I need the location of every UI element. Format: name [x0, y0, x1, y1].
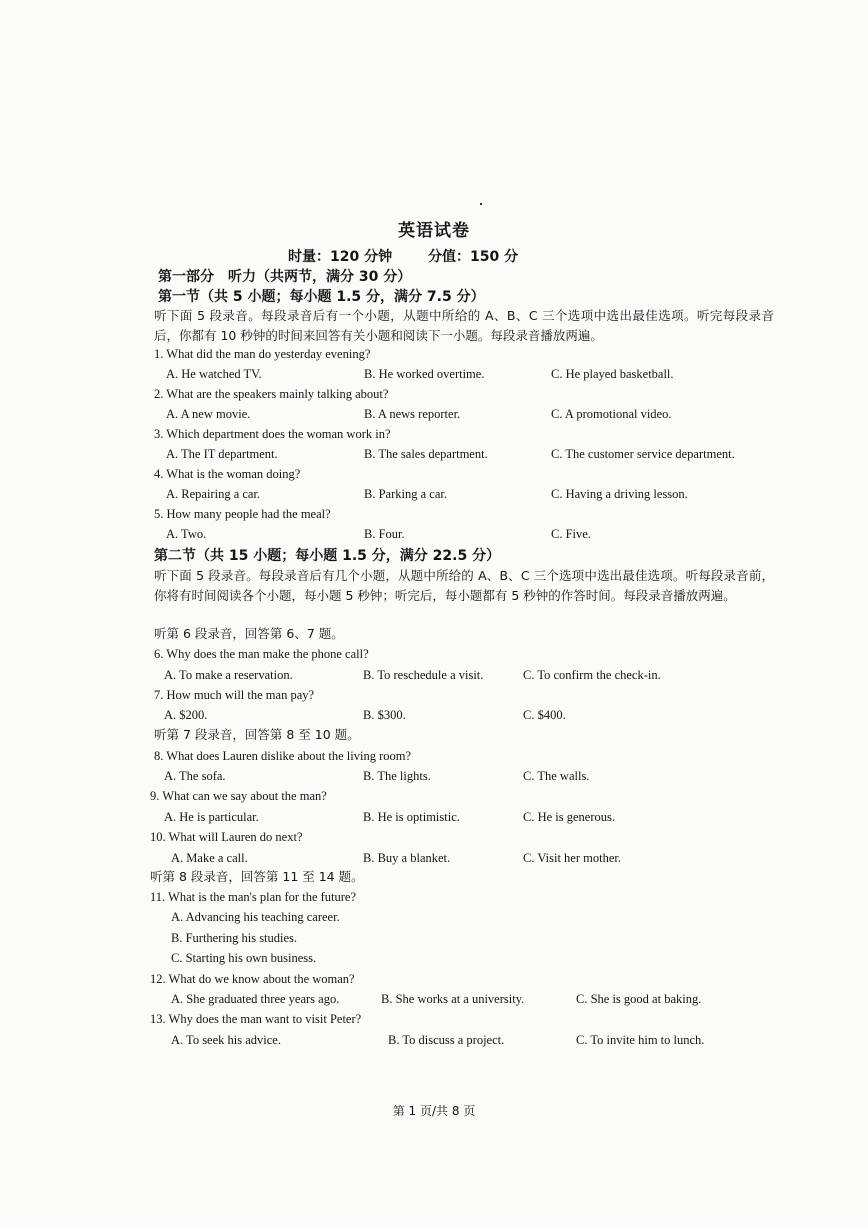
q8-option-a: A. The sofa.: [164, 769, 226, 783]
section1-instructions: 听下面 5 段录音。每段录音后有一个小题，从题中所给的 A、B、C 三个选项中选出最佳选项。听完每段录音后，你都有 10 秒钟的时间来回答有关小题和阅读下一小题。每段录音播放两遍。: [154, 308, 774, 343]
q13-option-b: B. To discuss a project.: [388, 1033, 505, 1047]
time-limit: 时量：120 分钟: [288, 249, 393, 265]
q7-option-a: A. $200.: [164, 708, 208, 722]
q1-option-a: A. He watched TV.: [166, 367, 262, 381]
question-12: 12. What do we know about the woman?: [150, 972, 355, 986]
q3-option-a: A. The IT department.: [166, 447, 278, 461]
q6-option-a: A. To make a reservation.: [164, 668, 293, 682]
q11-option-c: C. Starting his own business.: [171, 951, 317, 965]
question-9: 9. What can we say about the man?: [150, 789, 327, 803]
question-6: 6. Why does the man make the phone call?: [154, 647, 369, 661]
recording7-note: 听第 7 段录音，回答第 8 至 10 题。: [154, 727, 360, 742]
q11-option-b: B. Furthering his studies.: [171, 931, 298, 945]
q13-option-a: A. To seek his advice.: [171, 1033, 281, 1047]
question-8: 8. What does Lauren dislike about the living room?: [154, 749, 412, 763]
section2-heading: 第二节（共 15 小题；每小题 1.5 分，满分 22.5 分）: [154, 548, 501, 564]
q6-option-c: C. To confirm the check-in.: [523, 668, 661, 682]
q6-option-b: B. To reschedule a visit.: [363, 668, 484, 682]
exam-title: 英语试卷: [398, 221, 470, 241]
q1-option-b: B. He worked overtime.: [364, 367, 485, 381]
q12-option-b: B. She works at a university.: [381, 992, 525, 1006]
q9-option-b: B. He is optimistic.: [363, 810, 460, 824]
q8-option-c: C. The walls.: [523, 769, 590, 783]
q5-option-b: B. Four.: [364, 527, 405, 541]
q12-option-c: C. She is good at baking.: [576, 992, 702, 1006]
q9-option-a: A. He is particular.: [164, 810, 259, 824]
q2-option-a: A. A new movie.: [166, 407, 251, 421]
q5-option-a: A. Two.: [166, 527, 207, 541]
section2-instructions: 听下面 5 段录音。每段录音后有几个小题，从题中所给的 A、B、C 三个选项中选出最佳选项。听每段录音前，你将有时间阅读各个小题，每小题 5 秒钟；听完后，每小题都有 5 秒钟的作答时间。每段录音播放两遍。: [154, 568, 774, 603]
q4-option-c: C. Having a driving lesson.: [551, 487, 688, 501]
question-3: 3. Which department does the woman work in?: [154, 427, 391, 441]
recording8-note: 听第 8 段录音，回答第 11 至 14 题。: [150, 869, 364, 884]
question-13: 13. Why does the man want to visit Peter?: [150, 1012, 362, 1026]
question-2: 2. What are the speakers mainly talking about?: [154, 387, 389, 401]
q11-option-a: A. Advancing his teaching career.: [171, 910, 340, 924]
section1-heading: 第一节（共 5 小题；每小题 1.5 分，满分 7.5 分）: [158, 289, 485, 305]
q7-option-b: B. $300.: [363, 708, 406, 722]
q10-option-b: B. Buy a blanket.: [363, 851, 451, 865]
q9-option-c: C. He is generous.: [523, 810, 615, 824]
total-score: 分值：150 分: [428, 249, 519, 265]
scan-speck: [480, 203, 482, 205]
q3-option-c: C. The customer service department.: [551, 447, 735, 461]
recording6-note: 听第 6 段录音，回答第 6、7 题。: [154, 626, 344, 641]
question-1: 1. What did the man do yesterday evening?: [154, 347, 371, 361]
question-7: 7. How much will the man pay?: [154, 688, 315, 702]
question-5: 5. How many people had the meal?: [154, 507, 331, 521]
q1-option-c: C. He played basketball.: [551, 367, 674, 381]
q8-option-b: B. The lights.: [363, 769, 431, 783]
q5-option-c: C. Five.: [551, 527, 591, 541]
part1-heading: 第一部分 听力（共两节，满分 30 分）: [158, 269, 412, 285]
q7-option-c: C. $400.: [523, 708, 566, 722]
q4-option-a: A. Repairing a car.: [166, 487, 261, 501]
question-11: 11. What is the man's plan for the future?: [150, 890, 357, 904]
q10-option-c: C. Visit her mother.: [523, 851, 621, 865]
q2-option-c: C. A promotional video.: [551, 407, 672, 421]
question-10: 10. What will Lauren do next?: [150, 830, 303, 844]
q4-option-b: B. Parking a car.: [364, 487, 447, 501]
q13-option-c: C. To invite him to lunch.: [576, 1033, 705, 1047]
q2-option-b: B. A news reporter.: [364, 407, 461, 421]
q3-option-b: B. The sales department.: [364, 447, 488, 461]
page-number: 第 1 页/共 8 页: [392, 1104, 476, 1118]
q12-option-a: A. She graduated three years ago.: [171, 992, 340, 1006]
q10-option-a: A. Make a call.: [171, 851, 248, 865]
question-4: 4. What is the woman doing?: [154, 467, 301, 481]
